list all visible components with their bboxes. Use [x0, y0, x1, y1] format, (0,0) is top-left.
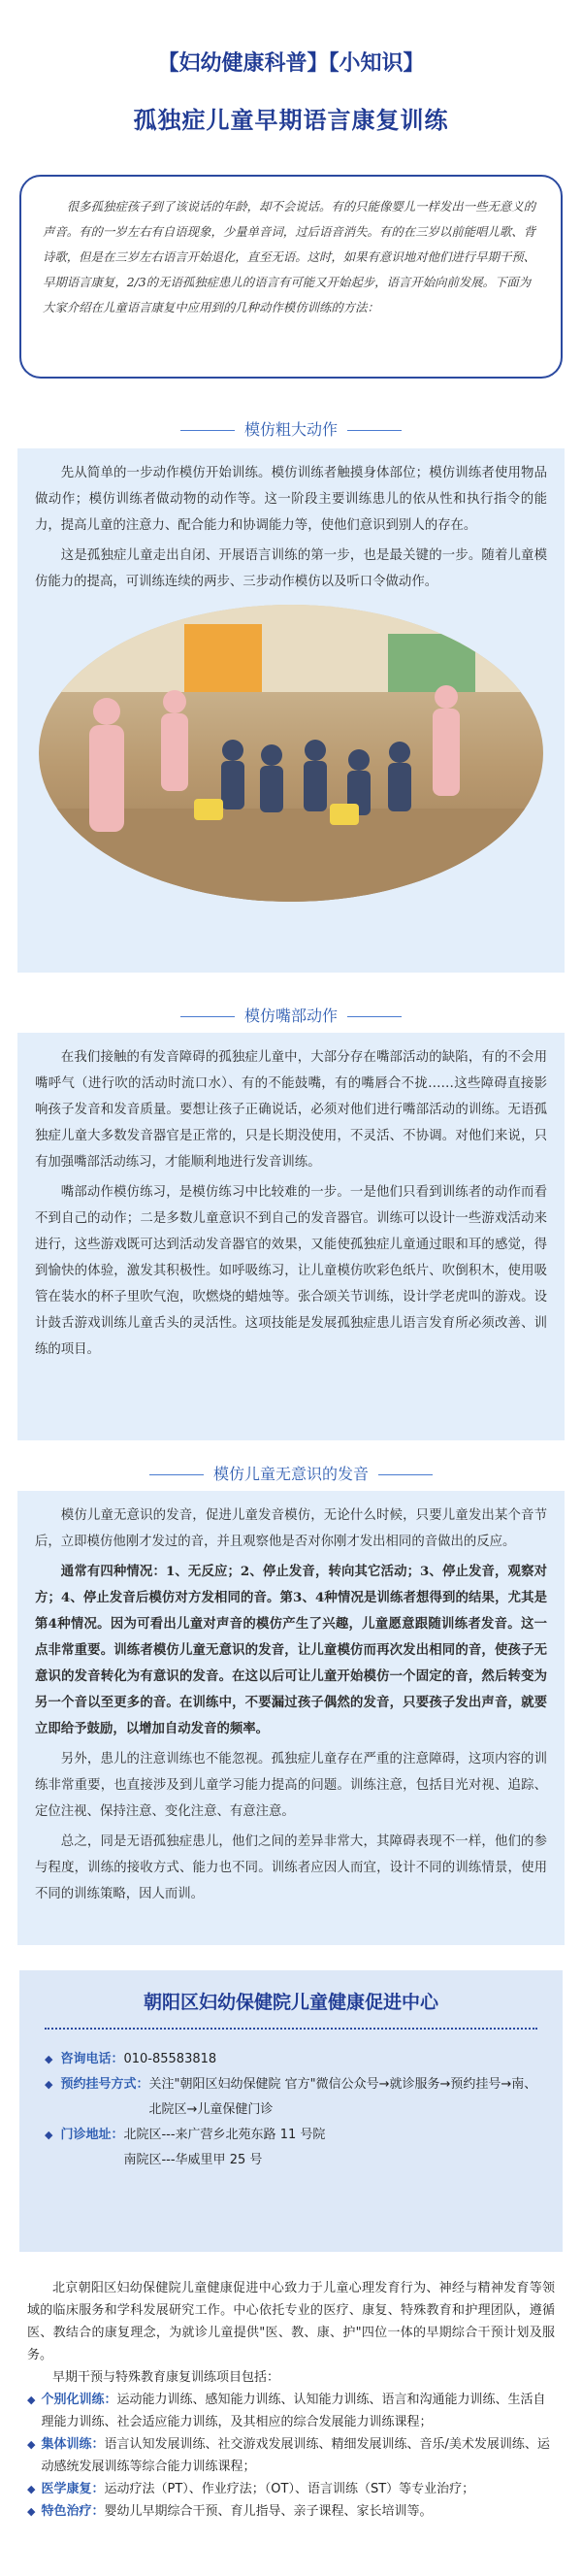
section-title-text-3: 模仿儿童无意识的发音: [212, 1465, 369, 1483]
paragraph: 模仿儿童无意识的发音，促进儿童发音模仿，无论什么时候，只要儿童发出某个音节后，立即模仿他刚才发过的音，并且观察他是否对你刚才发出相同的音做出的反应。: [35, 1508, 547, 1549]
footer-divider: [45, 2028, 537, 2031]
bullet-icon: ◆: [45, 2078, 53, 2091]
bullet-icon: ◆: [27, 2505, 36, 2518]
paragraph: 总之，同是无语孤独症患儿，他们之间的差异非常大，其障碍表现不一样，他们的参与程度，训练的接收方式、能力也不同。训练者应因人而宜，设计不同的训练情景，使用不同的训练策略，因人而训。: [35, 1834, 547, 1901]
section-title-1: [0, 417, 582, 440]
project-item-text: 运动能力训练、感知能力训练、认知能力训练、语言和沟通能力训练、生活自理能力训练、社会适应能力训练，及其相应的综合发展能力训练课程；: [41, 2393, 546, 2429]
project-item: [27, 2500, 555, 2523]
footer-title: 朝阳区妇幼保健院儿童健康促进中心: [143, 1992, 438, 2013]
project-item: [27, 2389, 555, 2433]
contact-box: [19, 1970, 563, 2252]
project-item: [27, 2478, 555, 2500]
project-item-text: 语言认知发展训练、社交游戏发展训练、精细发展训练、音乐/美术发展训练、运动感统发展训练等综合能力训练课程；: [41, 2437, 550, 2474]
bullet-icon: ◆: [27, 2483, 36, 2495]
project-item-text: 婴幼儿早期综合干预、育儿指导、亲子课程、家长培训等。: [104, 2504, 433, 2519]
project-item-label: 集体训练：: [41, 2437, 105, 2452]
paragraph: 嘴部动作模仿练习，是模仿练习中比较难的一步。一是他们只看到训练者的动作而看不到自己的动作；二是多数儿童意识不到自己的发音器官。训练可以设计一些游戏活动来进行，这些游戏既可达到活动发音器官的效果，又能使孤独症儿童通过眼和耳的感觉，得到愉快的体验，激发其积极性。如呼吸练习，让儿童模仿吹彩色纸片、吹倒积木，使用吸管在装水的杯子里吹气泡，吹燃烧的蜡烛等。张合颂关节训练，设计学老虎叫的游戏。设计鼓舌游戏训练儿童舌头的灵活性。这项技能是发展孤独症患儿语言发育所必须改善、训练的项目。: [35, 1185, 547, 1357]
contact-address: [45, 2123, 537, 2173]
divider: [378, 1474, 433, 1475]
project-item-label: 个别化训练：: [41, 2393, 117, 2407]
divider: [180, 430, 235, 431]
bullet-icon: ◆: [45, 2129, 53, 2141]
section-panel-2: [17, 1033, 565, 1440]
phone-value[interactable]: 010-85583818: [123, 2052, 217, 2066]
address-label: 门诊地址：: [60, 2128, 124, 2142]
address-north: 北院区---来广营乡北苑东路 11 号院: [123, 2128, 326, 2142]
bullet-icon: ◆: [27, 2438, 36, 2451]
project-item-label: 医学康复：: [41, 2482, 105, 2496]
intro-box: 很多孤独症孩子到了该说话的年龄，却不会说话。有的只能像婴儿一样发出一些无意义的声音。有的一岁左右有自语现象，少量单音词，过后语音消失。有的在三岁以前能唱儿歌、背诗歌，但是在三岁左右语言开始退化，直至无语。这时，如果有意识地对他们进行早期干预、早期语言康复，2/3的无语孤独症患儿的语言有可能又开始起步，语言开始向前发展。下面为大家介绍在儿童语言康复中应用到的几种动作模仿训练的方法：: [19, 175, 563, 379]
divider: [347, 1016, 402, 1017]
project-item-text: 运动疗法（PT）、作业疗法；（OT）、语言训练（ST）等专业治疗；: [104, 2482, 475, 2496]
project-item: [27, 2433, 555, 2478]
paragraph-bold: 通常有四种情况：1、无反应；2、停止发音，转向其它活动；3、停止发音，观察对方；4、停止发音后模仿对方发相同的音。第3、4种情况是训练者想得到的结果，尤其是第4种情况。因为可看出儿童对声音的模仿产生了兴趣，儿童愿意跟随训练者发音。这一点非常重要。训练者模仿儿童无意识的发音，让儿童模仿而再次发出相同的音，使孩子无意识的发音转化为有意识的发音。在这以后可让儿童开始模仿一个固定的音，然后转变为另一个音以至更多的音。在训练中，不要漏过孩子偶然的发音，只要孩子发出声音，就要立即给予鼓励，以增加自动发音的频率。: [35, 1564, 547, 1736]
divider: [180, 1016, 235, 1017]
section-panel-3: [17, 1491, 565, 1945]
training-photo: [39, 605, 543, 902]
section-title-2: [0, 1004, 582, 1026]
paragraph: 另外，患儿的注意训练也不能忽视。孤独症儿童存在严重的注意障碍，这项内容的训练非常重要，也直接涉及到儿童学习能力提高的问题。训练注意，包括目光对视、追踪、定位注视、保持注意、变化注意、有意注意。: [35, 1752, 547, 1819]
section-panel-1: [17, 448, 565, 973]
section-title-text-2: 模仿嘴部动作: [243, 1007, 338, 1025]
section-title-text-1: 模仿粗大动作: [243, 420, 338, 439]
about-section: [27, 2277, 555, 2523]
project-item-label: 特色治疗：: [41, 2504, 105, 2519]
contact-booking: [45, 2072, 537, 2123]
booking-value: 关注"朝阳区妇幼保健院 官方"微信公众号→就诊服务→预约挂号→南、北院区→儿童保健门诊: [148, 2077, 537, 2117]
bullet-icon: ◆: [27, 2394, 36, 2406]
booking-label: 预约挂号方式：: [60, 2077, 149, 2092]
about-projects-intro: 早期干预与特殊教育康复训练项目包括：: [52, 2370, 280, 2385]
contact-phone: [45, 2047, 537, 2072]
page-title: 孤独症儿童早期语言康复训练: [133, 107, 449, 134]
divider: [347, 430, 402, 431]
paragraph: 这是孤独症儿童走出自闭、开展语言训练的第一步，也是最关键的一步。随着儿童模仿能力的提高，可训练连续的两步、三步动作模仿以及听口令做动作。: [35, 548, 547, 589]
paragraph: 先从简单的一步动作模仿开始训练。模仿训练者触摸身体部位；模仿训练者使用物品做动作；模仿训练者做动物的动作等。这一阶段主要训练患儿的依从性和执行指令的能力，提高儿童的注意力、配合能力和协调能力等，使他们意识到别人的存在。: [35, 466, 547, 533]
section-title-3: [0, 1462, 582, 1484]
bullet-icon: ◆: [45, 2053, 53, 2065]
address-south: 南院区---华威里甲 25 号: [123, 2153, 263, 2167]
training-photo-illustration: [39, 605, 543, 902]
header-tag: 【妇幼健康科普】【小知识】: [157, 51, 425, 76]
address-values: [123, 2123, 325, 2173]
paragraph: 在我们接触的有发音障碍的孤独症儿童中，大部分存在嘴部活动的缺陷，有的不会用嘴呼气（进行吹的活动时流口水）、有的不能鼓嘴，有的嘴唇合不拢……这些障碍直接影响孩子发音和发音质量。要想让孩子正确说话，必须对他们进行嘴部活动的训练。无语孤独症儿童大多数发音器官是正常的，只是长期没使用，不灵活、不协调。对他们来说，只有加强嘴部活动练习，才能顺利地进行发音训练。: [35, 1050, 547, 1170]
about-intro: 北京朝阳区妇幼保健院儿童健康促进中心致力于儿童心理发育行为、神经与精神发育等领域的临床服务和学科发展研究工作。中心依托专业的医疗、康复、特殊教育和护理团队，遵循医、教结合的康复理念，为就诊儿童提供"医、教、康、护"四位一体的早期综合干预计划及服务。: [27, 2281, 555, 2362]
phone-label: 咨询电话：: [60, 2052, 124, 2066]
divider: [149, 1474, 204, 1475]
